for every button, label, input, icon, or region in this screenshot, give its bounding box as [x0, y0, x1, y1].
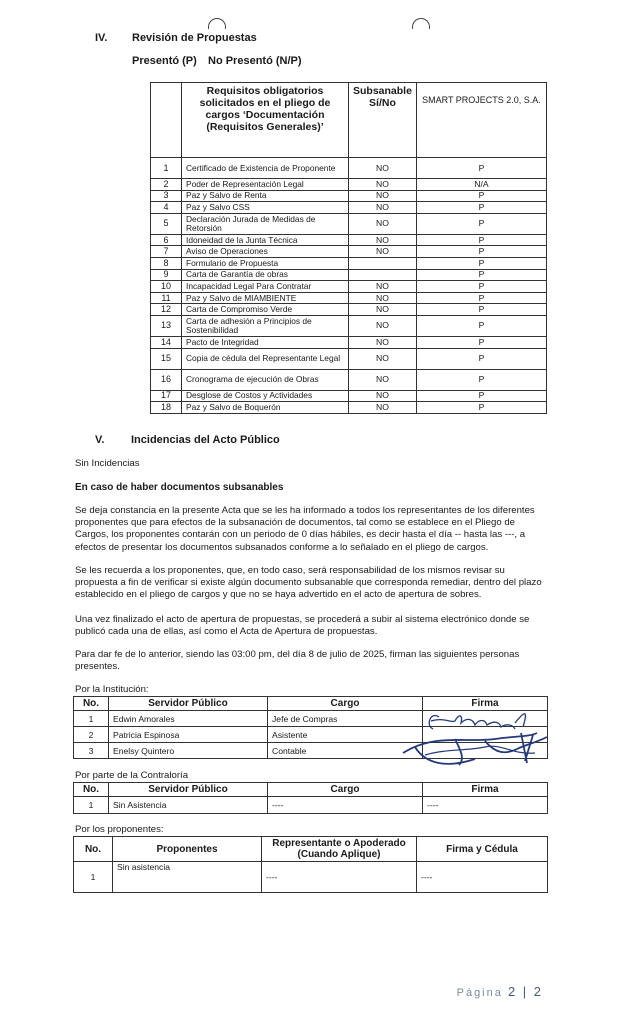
bidder-status: P: [416, 336, 546, 348]
row-number: 2: [74, 727, 109, 743]
subsanable-value: [349, 257, 417, 269]
row-number: 3: [74, 743, 109, 759]
bidder-status: P: [416, 269, 546, 281]
institution-label: Por la Institución:: [75, 684, 149, 695]
requirement-label: Desglose de Costos y Actividades: [182, 390, 349, 402]
bidder-status: N/A: [416, 179, 546, 191]
row-number: 5: [151, 213, 182, 234]
table-row: [151, 390, 547, 402]
row-number: 11: [151, 292, 182, 304]
col-header: Firma: [423, 783, 548, 797]
subsanable-value: NO: [349, 369, 417, 390]
requirement-label: Cronograma de ejecución de Obras: [182, 369, 349, 390]
subsanable-value: NO: [349, 213, 417, 234]
row-number: 1: [74, 862, 113, 893]
requirement-label: Copia de cédula del Representante Legal: [182, 348, 349, 369]
subsanable-value: NO: [349, 304, 417, 316]
server-name: Sin Asistencia: [109, 797, 268, 814]
subsanable-value: NO: [349, 402, 417, 414]
paragraph: Para dar fe de lo anterior, siendo las 03:00 pm, del día 8 de julio de 2025, firman las siguientes personas presentes.: [75, 649, 520, 673]
col-header: Representante o Apoderado (Cuando Aplique): [262, 837, 417, 862]
requirement-label: Pacto de Integridad: [182, 336, 349, 348]
requirement-label: Idoneidad de la Junta Técnica: [182, 234, 349, 246]
subsanable-subtitle: En caso de haber documentos subsanables: [75, 482, 284, 493]
col-header: Proponentes: [113, 837, 262, 862]
server-role: Jefe de Compras: [268, 711, 423, 727]
server-name: Patricia Espinosa: [109, 727, 268, 743]
no-incidents-text: Sin Incidencias: [75, 458, 140, 469]
bidder-status: P: [416, 348, 546, 369]
legend-not-presented: No Presentó (N/P): [208, 55, 302, 67]
col-header: Servidor Público: [109, 697, 268, 711]
table-header-bidder: SMART PROJECTS 2.0, S.A.: [416, 83, 546, 158]
signature-cell: ----: [423, 797, 548, 814]
table-row: [151, 304, 547, 316]
bidder-status: P: [416, 315, 546, 336]
row-number: 12: [151, 304, 182, 316]
bidder-status: P: [416, 202, 546, 214]
handwritten-signature: [395, 703, 555, 775]
section-number: V.: [95, 434, 105, 446]
table-row: [151, 348, 547, 369]
table-row: [151, 269, 547, 281]
server-name: Enelsy Quintero: [109, 743, 268, 759]
row-number: 6: [151, 234, 182, 246]
bidder-status: P: [416, 281, 546, 293]
table-row: [151, 281, 547, 293]
signature-id-cell: ----: [417, 862, 548, 893]
requirement-label: Carta de adhesión a Principios de Sostenibilidad: [182, 315, 349, 336]
bidder-status: P: [416, 304, 546, 316]
col-header: Servidor Público: [109, 783, 268, 797]
punch-hole-mark: [412, 18, 430, 29]
subsanable-value: NO: [349, 336, 417, 348]
table-row: [74, 862, 548, 893]
bidder-status: P: [416, 402, 546, 414]
row-number: 17: [151, 390, 182, 402]
paragraph: Una vez finalizado el acto de apertura de propuestas, se procederá a subir al sistema electrónico donde se publicó cada una de ellas, así como el Acta de Apertura de propuestas.: [75, 614, 530, 638]
table-row: [151, 369, 547, 390]
row-number: 3: [151, 190, 182, 202]
col-header: Cargo: [268, 783, 423, 797]
bidder-status: P: [416, 257, 546, 269]
server-role: Contable: [268, 743, 423, 759]
table-row: [151, 213, 547, 234]
requirement-label: Paz y Salvo de Renta: [182, 190, 349, 202]
subsanable-value: NO: [349, 190, 417, 202]
page-count: 2 | 2: [507, 984, 543, 999]
bidder-status: P: [416, 158, 546, 179]
proponent-name: Sin asistencia: [113, 862, 262, 893]
subsanable-value: NO: [349, 202, 417, 214]
row-number: 18: [151, 402, 182, 414]
col-header: Firma: [423, 697, 548, 711]
row-number: 10: [151, 281, 182, 293]
requirement-label: Paz y Salvo de Boquerón: [182, 402, 349, 414]
requirement-label: Declaración Jurada de Medidas de Retorsión: [182, 213, 349, 234]
table-row: [151, 246, 547, 258]
row-number: 15: [151, 348, 182, 369]
row-number: 7: [151, 246, 182, 258]
bidder-status: P: [416, 292, 546, 304]
row-number: 1: [74, 711, 109, 727]
col-header: No.: [74, 783, 109, 797]
bidder-status: P: [416, 369, 546, 390]
subsanable-value: NO: [349, 234, 417, 246]
requirement-label: Certificado de Existencia de Proponente: [182, 158, 349, 179]
table-row: [74, 797, 548, 814]
table-row: [151, 179, 547, 191]
subsanable-value: NO: [349, 348, 417, 369]
section-title: Revisión de Propuestas: [132, 32, 257, 44]
server-name: Edwin Amorales: [109, 711, 268, 727]
bidder-status: P: [416, 234, 546, 246]
bidder-status: P: [416, 390, 546, 402]
paragraph: Se deja constancia en la presente Acta que se les ha informado a todos los representantes de los diferentes proponentes que para efectos de la subsanación de documentos, tal como se establece en el Pliego de Cargos, los proponentes contarán con un periodo de 0 días hábiles, es decir hasta el día -- hasta las ---, a efectos de presentar los documentos subsanados conforme a lo señalado en el pliego de cargos.: [75, 505, 535, 553]
page-label: Página: [456, 987, 503, 999]
subsanable-value: NO: [349, 315, 417, 336]
row-number: 1: [74, 797, 109, 814]
row-number: 16: [151, 369, 182, 390]
punch-hole-mark: [208, 18, 226, 29]
table-row: [151, 257, 547, 269]
requirement-label: Carta de Garantía de obras: [182, 269, 349, 281]
requirements-table: [150, 82, 547, 414]
contraloria-signature-table: [73, 782, 548, 814]
proponents-signature-table: [73, 836, 548, 893]
row-number: 1: [151, 158, 182, 179]
bidder-status: P: [416, 213, 546, 234]
row-number: 14: [151, 336, 182, 348]
table-row: [151, 234, 547, 246]
subsanable-value: NO: [349, 246, 417, 258]
row-number: 4: [151, 202, 182, 214]
row-number: 8: [151, 257, 182, 269]
table-row: [151, 202, 547, 214]
row-number: 2: [151, 179, 182, 191]
requirement-label: Paz y Salvo CSS: [182, 202, 349, 214]
table-row: [151, 158, 547, 179]
section-title: Incidencias del Acto Público: [131, 434, 280, 446]
row-number: 13: [151, 315, 182, 336]
requirement-label: Poder de Representación Legal: [182, 179, 349, 191]
table-row: [151, 190, 547, 202]
subsanable-value: NO: [349, 158, 417, 179]
requirement-label: Carta de Compromiso Verde: [182, 304, 349, 316]
subsanable-value: NO: [349, 281, 417, 293]
table-row: [151, 336, 547, 348]
page-number: [457, 984, 543, 999]
proponents-label: Por los proponentes:: [75, 824, 164, 835]
table-header-subsanable: Subsanable Sí/No: [349, 83, 417, 158]
subsanable-value: NO: [349, 390, 417, 402]
section-number: IV.: [95, 32, 108, 44]
paragraph: Se les recuerda a los proponentes, que, en todo caso, será responsabilidad de los mismos revisar su propuesta a fin de verificar si existe algún documento subsanable que corresponda remediar, dentro del plazo establecido en el pliego de cargos y que no se haya advertido en el acto de apertura de sobres.: [75, 565, 542, 601]
requirement-label: Formulario de Propuesta: [182, 257, 349, 269]
table-row: [151, 402, 547, 414]
table-row: [151, 292, 547, 304]
subsanable-value: NO: [349, 292, 417, 304]
requirement-label: Aviso de Operaciones: [182, 246, 349, 258]
server-role: Asistente: [268, 727, 423, 743]
table-row: [151, 315, 547, 336]
table-header-number: [151, 83, 182, 158]
subsanable-value: NO: [349, 179, 417, 191]
bidder-status: P: [416, 246, 546, 258]
bidder-status: P: [416, 190, 546, 202]
table-header-requirements: Requisitos obligatorios solicitados en el pliego de cargos ‘Documentación (Requisitos Generales)’: [182, 83, 349, 158]
requirement-label: Paz y Salvo de MIAMBIENTE: [182, 292, 349, 304]
contraloria-label: Por parte de la Contraloría: [75, 770, 189, 781]
col-header: Cargo: [268, 697, 423, 711]
server-role: ----: [268, 797, 423, 814]
legend-presented: Presentó (P): [132, 55, 197, 67]
subsanable-value: [349, 269, 417, 281]
row-number: 9: [151, 269, 182, 281]
representative: ----: [262, 862, 417, 893]
col-header: No.: [74, 697, 109, 711]
col-header: No.: [74, 837, 113, 862]
requirement-label: Incapacidad Legal Para Contratar: [182, 281, 349, 293]
col-header: Firma y Cédula: [417, 837, 548, 862]
